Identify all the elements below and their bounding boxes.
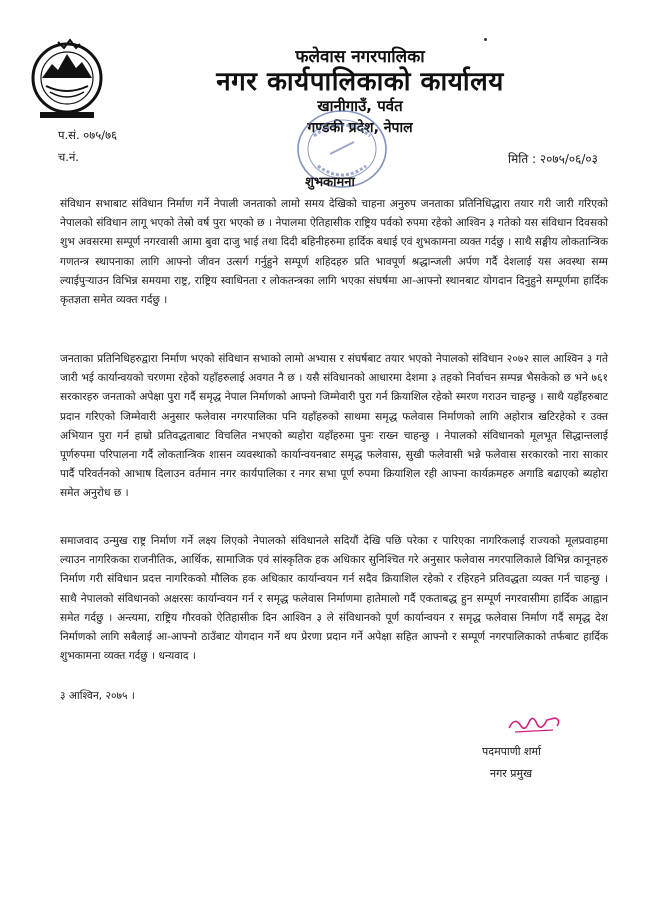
- organization-name: फलेवास नगरपालिका: [295, 47, 425, 67]
- signer-name: पदमपाणी शर्मा: [482, 745, 541, 758]
- signer-title: नगर प्रमुख: [490, 767, 533, 780]
- dispatch-number: च.नं.: [58, 150, 79, 164]
- closing-date: ३ आश्विन, २०७५ ।: [60, 690, 135, 702]
- reference-number: प.सं. ०७५/७६: [58, 128, 118, 142]
- letter-date: मिति : २०७५/०६/०३: [508, 152, 598, 166]
- office-address: खानीगाउँ, पर्वत: [317, 97, 403, 115]
- office-name: नगर कार्यपालिकाको कार्यालय: [216, 67, 504, 97]
- body-paragraph-1: संविधान सभाबाट संविधान निर्माण गर्ने नेपाली जनताको लामो समय देखिको चाहना अनुरुप जनताका प्रतिनिधिद्धारा तयार गरी जारी गरिएको नेपालको संविधान लागू भएको तेस्रो वर्ष पुरा भएको छ । नेपालमा ऐतिहासीक राष्ट्रिय पर्वको रुपमा रहेको आश्विन ३ गतेको यस संविधान दिवसको शुभ अवसरमा सम्पूर्ण नगरवासी आमा बुवा दाजु भाई तथा दिदी बहिनीहरुमा हार्दिक बधाई एवं शुभकामना व्यक्त गर्दछु । साथै सङ्घीय लोकतान्त्रिक गणतन्त्र स्थापनाका लागि आफ्नो जीवन उत्सर्ग गर्नुहुने सम्पूर्ण शहिदहरु प्रति भावपूर्ण श्रद्धान्जली अर्पण गर्दै देशलाई यस अवस्था सम्म ल्याईपुऱ्याउन विभिन्न समयमा राष्ट्र, राष्ट्रिय स्वाधिनता र लोकतन्त्रका लागि भएका संघर्षमा आ-आफ्नो स्थानबाट योगदान दिनुहुने सम्पूर्णमा हार्दिक कृतज्ञता समेत व्यक्त गर्दछु ।: [60, 198, 608, 307]
- signature-icon: [505, 710, 565, 738]
- municipality-emblem-icon: [28, 38, 106, 122]
- body-paragraph-2: जनताका प्रतिनिधिहरुद्वारा निर्माण भएको संविधान सभाको लामो अभ्यास र संघर्षबाट तयार भएको नेपालको संविधान २०७२ साल आश्विन ३ गते जारी भई कार्यान्वयको चरणमा रहेको यहाँहरुलाई अवगत नै छ । यसै संविधानको आधारमा देशमा ३ तहको निर्वाचन सम्पन्न भैसकेको छ भने ७६१ सरकारहरु जनताको अपेक्षा पुरा गर्दै समृद्ध नेपाल निर्माणको आफ्नो जिम्मेवारी पुरा गर्न क्रियाशिल रहेको स्मरण गराउन चाहन्छु । साथै यहाँहरुबाट प्रदान गरिएको जिम्मेवारी अनुसार फलेवास नगरपालिका पनि यहाँहरुको साथमा समृद्ध फलेवास निर्माणको लागि अहोरात्र खटिरहेको र उक्त अभियान पुरा गर्न हाम्रो प्रतिवद्धताबाट विचलित नभएको ब्यहोरा यहाँहरुमा पुनः राख्न चाहन्छु । नेपालको संविधानको मूलभूत सिद्धान्तलाई पूर्णरुपमा परिपालना गर्दै लोकतान्त्रिक शासन व्यवस्थाको कार्यान्वयनबाट समृद्ध फलेवास, सुखी फलेवासी भन्ने फलेवास सरकारको नारा साकार पार्दै परिवर्तनको आभाष दिलाउन वर्तमान नगर कार्यपालिका र नगर सभा पूर्ण रुपमा क्रियाशिल रही आफ्ना कार्यक्रमहरु अगाडि बढाएको ब्यहोरा समेत अनुरोध छ ।: [60, 353, 608, 500]
- office-province: गण्डकी प्रदेश, नेपाल: [307, 120, 413, 136]
- speck: [484, 38, 487, 41]
- letter-subject: शुभकामना: [305, 175, 355, 190]
- body-paragraph-3: समाजवाद उन्मुख राष्ट्र निर्माण गर्ने लक्ष्य लिएको नेपालको संविधानले सदियौं देखि पछि परेका र पारिएका नागरिकलाई राज्यको मूलप्रवाहमा ल्याउन नागरिकका राजनीतिक, आर्थिक, सामाजिक एवं सांस्कृतिक हक अधिकार सुनिश्चित गरे अनुसार फलेवास नगरपालिकाले विभिन्न कानूनहरु निर्माण गरी संविधान प्रदत्त नागरिकको मौलिक हक अधिकार कार्यान्वयन गर्न सदैव क्रियाशिल रहेको र रहिरहने प्रतिवद्धता व्यक्त गर्न चाहन्छु । साथै नेपालको संविधानको अक्षरसः कार्यान्वयन गर्न र समृद्ध फलेवास निर्माणमा हातेमालो गर्दै एकताबद्ध हुन सम्पूर्ण नगरवासीमा हार्दिक आह्वान समेत गर्दछु । अन्त्यमा, राष्ट्रिय गौरवको ऐतिहासीक दिन आश्विन ३ ले संविधानको पूर्ण कार्यान्वयन र समृद्ध फलेवास निर्माण गर्दै समृद्ध देश निर्माणको लागि सबैलाई आ-आफ्नो ठाउँबाट योगदान गर्ने थप प्रेरणा प्रदान गर्ने अपेक्षा सहित आफ्नो र सम्पूर्ण नगरपालिकाको तर्फबाट हार्दिक शुभकामना व्यक्त गर्दछु । धन्यवाद ।: [60, 535, 608, 663]
